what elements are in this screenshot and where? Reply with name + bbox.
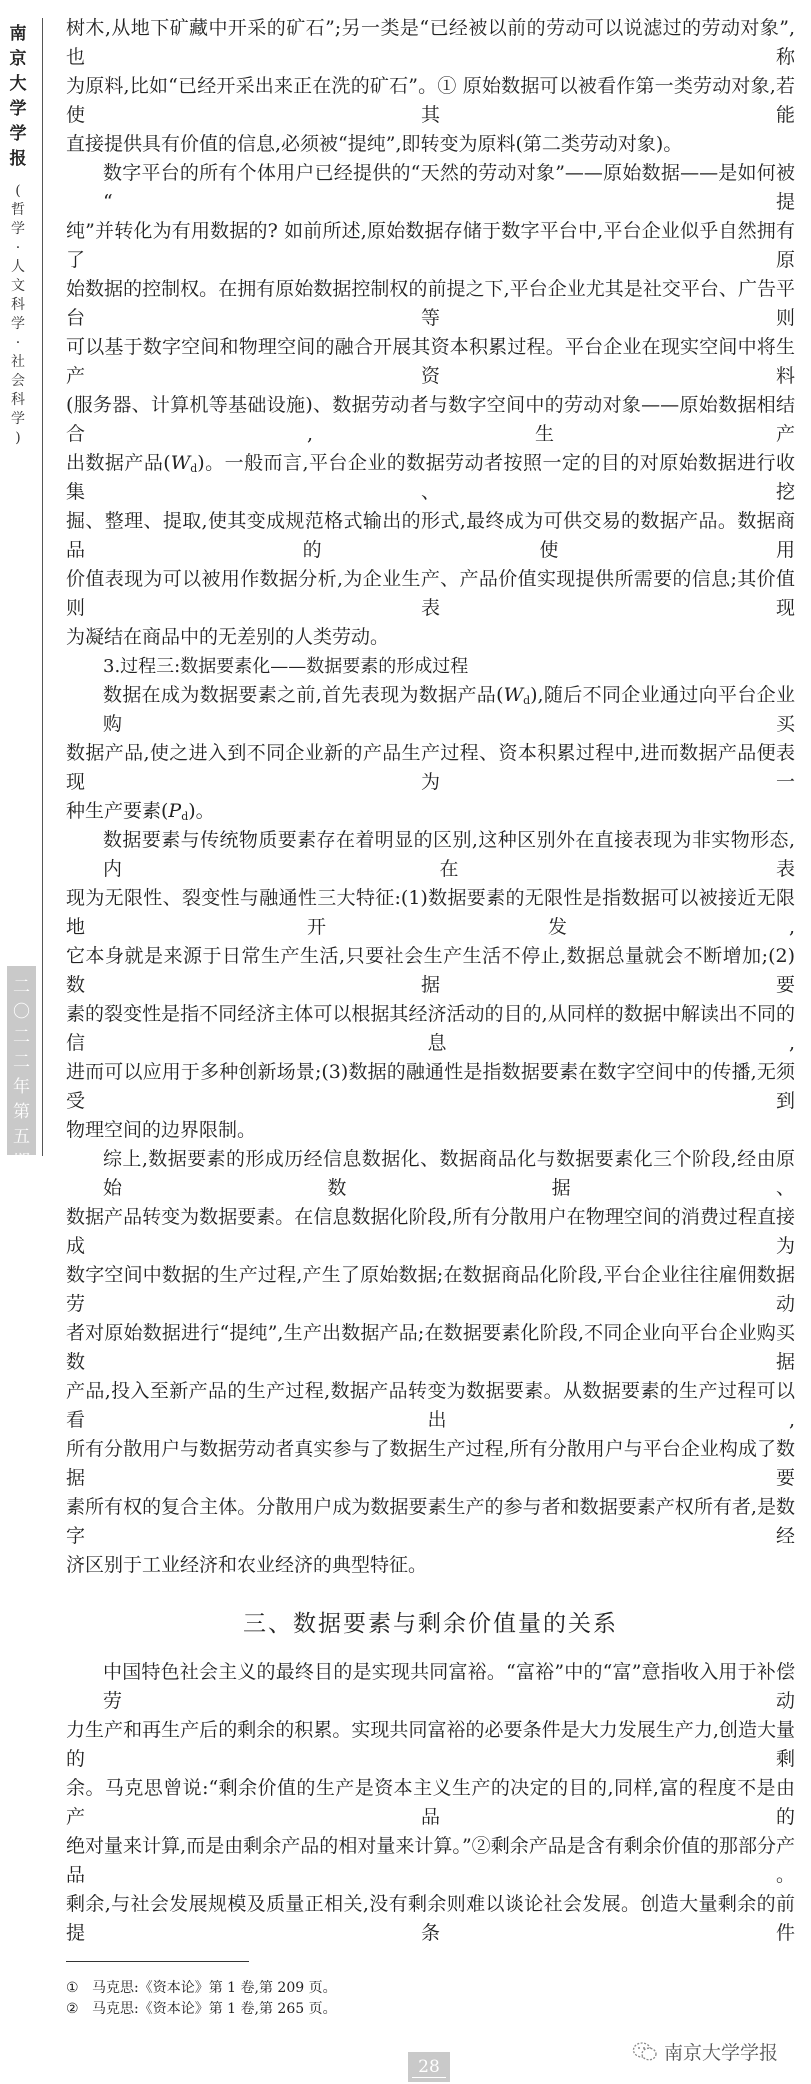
paragraph-line: 余。马克思曾说:“剩余价值的生产是资本主义生产的决定的目的,同样,富的程度不是由产品的 xyxy=(66,1777,795,1828)
paragraph-line: 素所有权的复合主体。分散用户成为数据要素生产的参与者和数据要素产权所有者,是数字经 xyxy=(66,1496,795,1547)
variable-symbol: W xyxy=(170,452,191,474)
paragraph-line: 素的裂变性是指不同经济主体可以根据其经济活动的目的,从同样的数据中解读出不同的信息, xyxy=(66,1003,795,1054)
paragraph-line: 剩余,与社会发展规模及质量正相关,没有剩余则难以谈论社会发展。创造大量剩余的前提条件 xyxy=(66,1893,795,1944)
sidebar-char: · xyxy=(15,335,21,351)
paragraph-line: 现为无限性、裂变性与融通性三大特征:(1)数据要素的无限性是指数据可以被接近无限地开发, xyxy=(66,887,795,938)
sidebar-char: 报 xyxy=(9,149,27,169)
paragraph-line: 树木,从地下矿藏中开采的矿石”;另一类是“已经被以前的劳动可以说滤过的劳动对象”,也称 xyxy=(66,17,795,68)
wechat-icon xyxy=(632,2041,658,2063)
paragraph-line: 直接提供具有价值的信息,必须被“提纯”,即转变为原料(第二类劳动对象)。 xyxy=(66,133,683,155)
variable-symbol: P xyxy=(168,800,182,822)
footnote-marker: ① xyxy=(66,1980,79,1996)
footnote xyxy=(66,1999,795,2020)
paragraph-line: 价值表现为可以被用作数据分析,为企业生产、产品价值实现提供所需要的信息;其价值则表现 xyxy=(66,568,795,619)
journal-title xyxy=(4,22,32,172)
footnote-marker: ② xyxy=(66,2001,79,2017)
paragraph-line: 掘、整理、提取,使其变成规范格式输出的形式,最终成为可供交易的数据产品。数据商品的使用 xyxy=(66,510,795,561)
page-column xyxy=(66,14,795,2084)
sidebar-char: 学 xyxy=(11,221,25,237)
watermark xyxy=(632,2038,778,2065)
paragraph-line: 可以基于数字空间和物理空间的融合开展其资本积累过程。平台企业在现实空间中将生产资料 xyxy=(66,336,795,387)
paragraph-line: 数据产品,使之进入到不同企业新的产品生产过程、资本积累过程中,进而数据产品便表现为一 xyxy=(66,742,795,793)
sidebar-char: 五 xyxy=(13,1127,30,1147)
variable-subscript: d xyxy=(181,810,189,823)
page-number: 28 xyxy=(408,2052,450,2082)
variable-subscript: d xyxy=(523,694,531,707)
sidebar-char: ( xyxy=(15,183,21,199)
paragraph-line: 为凝结在商品中的无差别的人类劳动。 xyxy=(66,626,390,648)
paragraph-line: 纯”并转化为有用数据的? 如前所述,原始数据存储于数字平台中,平台企业似乎自然拥有了原 xyxy=(66,220,795,271)
sidebar-char: 科 xyxy=(11,392,25,408)
page-footer xyxy=(66,2038,795,2084)
paragraph-line: 数据产品转变为数据要素。在信息数据化阶段,所有分散用户在物理空间的消费过程直接成为 xyxy=(66,1206,795,1257)
sidebar-char: 二 xyxy=(13,977,30,997)
paragraph-line: 济区别于工业经济和农业经济的典型特征。 xyxy=(66,1554,428,1576)
footnote xyxy=(66,1978,795,1999)
paragraph-line: 种生产要素$(P_d)$。 xyxy=(66,800,215,823)
paragraph-line: 出数据产品$(W_d)$。一般而言,平台企业的数据劳动者按照一定的目的对原始数据进行收集、挖 xyxy=(66,452,795,503)
sidebar-divider xyxy=(42,18,43,1156)
journal-subtitle xyxy=(4,182,32,448)
sidebar-char: 期 xyxy=(13,1152,30,1172)
subsection-heading: 3.过程三:数据要素化——数据要素的形成过程 xyxy=(103,656,469,677)
sidebar-char: 学 xyxy=(9,124,27,144)
sidebar-char: 会 xyxy=(11,373,25,389)
sidebar-char: 文 xyxy=(11,278,25,294)
paragraph-line: 数字空间中数据的生产过程,产生了原始数据;在数据商品化阶段,平台企业往往雇佣数据劳动 xyxy=(66,1264,795,1315)
article-body xyxy=(66,14,795,1948)
sidebar-char: 二 xyxy=(13,1052,30,1072)
sidebar-char: 学 xyxy=(11,316,25,332)
paragraph-line: 数据在成为数据要素之前,首先表现为数据产品$(W_d)$,随后不同企业通过向平台企业购买 xyxy=(103,684,795,735)
paragraph-line: 中国特色社会主义的最终目的是实现共同富裕。“富裕”中的“富”意指收入用于补偿劳动 xyxy=(103,1661,795,1712)
paragraph-line: 产品,投入至新产品的生产过程,数据产品转变为数据要素。从数据要素的生产过程可以看出, xyxy=(66,1380,795,1431)
issue-label xyxy=(7,966,36,1172)
sidebar-char: 第 xyxy=(13,1102,30,1122)
sidebar-char: 〇 xyxy=(13,1002,30,1022)
footnotes xyxy=(66,1978,795,2020)
sidebar-char: 京 xyxy=(9,49,27,69)
footnote-text: 马克思:《资本论》第 1 卷,第 209 页。 xyxy=(92,1980,337,1996)
paragraph-line: 数字平台的所有个体用户已经提供的“天然的劳动对象”——原始数据——是如何被“提 xyxy=(103,162,795,213)
paragraph-line: 所有分散用户与数据劳动者真实参与了数据生产过程,所有分散用户与平台企业构成了数据要 xyxy=(66,1438,795,1489)
variable-subscript: d xyxy=(190,462,198,475)
sidebar-char: 学 xyxy=(11,411,25,427)
paragraph-line: 力生产和再生产后的剩余的积累。实现共同富裕的必要条件是大力发展生产力,创造大量的剩 xyxy=(66,1719,795,1770)
sidebar-char: · xyxy=(15,240,21,256)
footnote-divider xyxy=(66,1961,249,1962)
section-heading: 三、数据要素与剩余价值量的关系 xyxy=(243,1611,618,1637)
sidebar-char: 年 xyxy=(13,1077,30,1097)
sidebar-char: 人 xyxy=(11,259,25,275)
sidebar-char: 科 xyxy=(11,297,25,313)
variable-symbol: W xyxy=(503,684,524,706)
sidebar-char: 社 xyxy=(11,354,25,370)
paragraph-line: 绝对量来计算,而是由剩余产品的相对量来计算。”②剩余产品是含有剩余价值的那部分产品。 xyxy=(66,1835,795,1886)
footnote-text: 马克思:《资本论》第 1 卷,第 265 页。 xyxy=(92,2001,337,2017)
paragraph-line: 进而可以应用于多种创新场景;(3)数据的融通性是指数据要素在数字空间中的传播,无须受到 xyxy=(66,1061,795,1112)
paragraph-line: 数据要素与传统物质要素存在着明显的区别,这种区别外在直接表现为非实物形态,内在表 xyxy=(103,829,795,880)
sidebar-char: 大 xyxy=(9,74,27,94)
sidebar-char: 哲 xyxy=(11,202,25,218)
sidebar-char: 二 xyxy=(13,1027,30,1047)
sidebar-char: ) xyxy=(15,430,21,446)
paragraph-line: 者对原始数据进行“提纯”,生产出数据产品;在数据要素化阶段,不同企业向平台企业购买数据 xyxy=(66,1322,795,1373)
paragraph-line: 综上,数据要素的形成历经信息数据化、数据商品化与数据要素化三个阶段,经由原始数据、 xyxy=(103,1148,795,1199)
paragraph-line: 为原料,比如“已经开采出来正在洗的矿石”。① 原始数据可以被看作第一类劳动对象,若使其能 xyxy=(66,75,795,126)
paragraph-line: 始数据的控制权。在拥有原始数据控制权的前提之下,平台企业尤其是社交平台、广告平台等则 xyxy=(66,278,795,329)
paragraph-line: (服务器、计算机等基础设施)、数据劳动者与数字空间中的劳动对象——原始数据相结合,生产 xyxy=(66,394,795,445)
watermark-text: 南京大学学报 xyxy=(664,2042,779,2064)
paragraph-line: 它本身就是来源于日常生产生活,只要社会生产生活不停止,数据总量就会不断增加;(2)数据要 xyxy=(66,945,795,996)
sidebar-char: 南 xyxy=(9,24,27,44)
paragraph-line: 物理空间的边界限制。 xyxy=(66,1119,257,1141)
sidebar-char: 学 xyxy=(9,99,27,119)
